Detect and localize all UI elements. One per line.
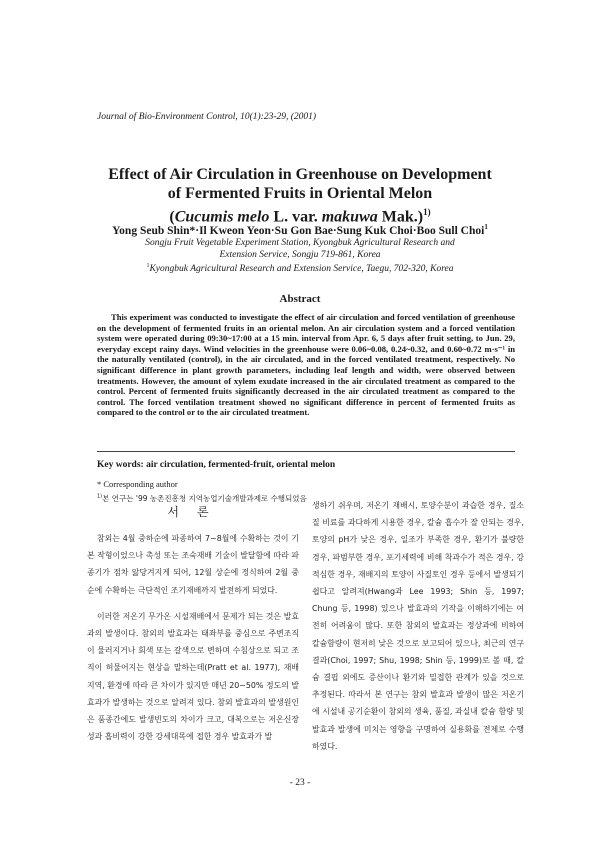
affiliation-line-1: Songju Fruit Vegetable Experiment Station, Kyongbuk Agricultural Research and: [145, 238, 455, 248]
variety-name: makuwa: [321, 208, 378, 226]
author-affil-mark: 1: [484, 223, 488, 231]
funding-footnote: $^{1)}$본 연구는 '99 농촌진흥청 지역농업기술개발과제로 수행되었음: [97, 493, 307, 503]
divider-line: [97, 451, 515, 452]
body-paragraph: 참외는 4월 중하순에 파종하여 7~8월에 수확하는 것이 기본 작형이었으나 촉성 또는 조숙재배 기술이 발달함에 따라 파종기가 점차 앓당겨지게 되어, 12월 상순에 정식하여 2월 중순에 수확하는 극단적인 조기재배까지 발전하게 되었다.: [87, 534, 299, 595]
title-line-3: (Cucumis melo L. var. makuwa Mak.)$^{1)}$: [169, 207, 431, 226]
page-number: - 23 -: [289, 778, 311, 788]
species-name: Cucumis melo: [174, 208, 270, 226]
journal-citation: Journal of Bio-Environment Control, 10(1):23-29, (2001): [97, 112, 317, 122]
author-list: Yong Seub Shin*·Il Kweon Yeon·Su Gon Bae·Sung Kuk Choi·Boo Sull Choi$^1$: [112, 223, 488, 237]
title-footnote-mark: 1): [423, 207, 431, 217]
corresponding-author-note: * Corresponding author: [97, 479, 178, 489]
body-column-right: [312, 497, 524, 755]
abstract-heading: Abstract: [279, 293, 321, 305]
title-line-2: of Fermented Fruits in Oriental Melon: [167, 185, 433, 202]
section-heading-introduction: 서론: [167, 505, 227, 519]
title-line-1: Effect of Air Circulation in Greenhouse on Development: [108, 166, 492, 183]
paper-title: [60, 165, 540, 226]
affiliation-line-2: Extension Service, Songju 719-861, Korea: [219, 249, 381, 260]
abstract-text: This experiment was conducted to investigate the effect of air circulation and forced ventilation of greenhouse on the development of fermented fruits in an oriental melon. An air circulation system and a forced ventilation system were operated during 09:30~17:00 at a 15 min. interval from Apr. 6, 5 days after fruit setting, to Jun. 29, everyday except rainy days. Wind velocities in the greenhouse were 0.06~0.08, 0.24~0.32, and 0.60~0.72 m·s⁻¹ in the naturally ventilated (control), in the air circulated, and in the forced ventilated treatment, respectively. No significant difference in plant growth parameters, including leaf length and width, were observed between treatments. However, the amount of xylem exudate increased in the air circulated treatment as compared to the control. Percent of fermented fruits significantly decreased in the air circulated treatment as compared to the control. The forced ventilation treatment showed no significant difference in percent of fermented fruits as compared to the control or to the air circulated treatment.: [97, 312, 515, 418]
affiliation-line-3: $^1$Kyongbuk Agricultural Research and Extension Service, Taegu, 702-320, Korea: [146, 263, 454, 275]
affiliations: [60, 238, 540, 276]
body-column-left: [87, 530, 299, 745]
keywords: Key words: air circulation, fermented-fruit, oriental melon: [97, 460, 336, 470]
body-paragraph: 이러한 저온기 무가온 시설재배에서 문제가 되는 것은 발효과의 발생이다. 참외의 발효과는 태좌부를 중심으로 주변조직이 물러지거나 회색 또는 갈색으로 변하며 수침상으로 되고 조직이 허물어지는 현상을 말하는데(Pratt et al. 1977), 재배지역, 환경에 따라 큰 차이가 있지만 매년 20~50% 정도의 발효과가 발생하는 것으로 알려져 있다. 참외 발효과의 발생원인은 품종간에도 발생빈도의 차이가 크고, 대복으로는 저온신장성과 흡비력이 강한 강세대목에 접한 경우 발효과가 발: [87, 611, 299, 742]
body-paragraph: 생하기 쉬우며, 저온기 재배시, 토양수분이 과습한 경우, 질소질 비료를 과다하게 시용한 경우, 칼슘 흡수가 잘 안되는 경우, 토양의 pH가 낮은 경우, 일조가 부족한 경우, 환기가 불량한 경우, 파범부한 경우, 포기세력에 비해 착과수가 적은 경우, 강적심한 경우, 재배지의 토양이 사질토인 경우 등에서 발생되기 쉽다고 알려져(Hwang과 Lee 1993; Shin 등, 1997; Chung 등, 1998) 있으나 발효과의 기작을 이해하기에는 여전히 어려움이 많다. 또한 참외의 발효과는 정상과에 비하여 칼슘함량이 현저히 낮은 것으로 보고되어 있으나, 최근의 연구결과(Choi, 1997; Shu, 1998; Shin 등, 1999)로 볼 때, 칼슘 결핍 외에도 증산이나 환기와 밀접한 관계가 있을 것으로 추정된다. 따라서 본 연구는 참외 발효과 발생이 많은 저온기에 시설내 공기순환이 참외의 생육, 품질, 과실내 칼슘 함량 및 발효과 발생에 미치는 영향을 구명하여 실용화를 전제로 수행하였다.: [312, 501, 524, 751]
